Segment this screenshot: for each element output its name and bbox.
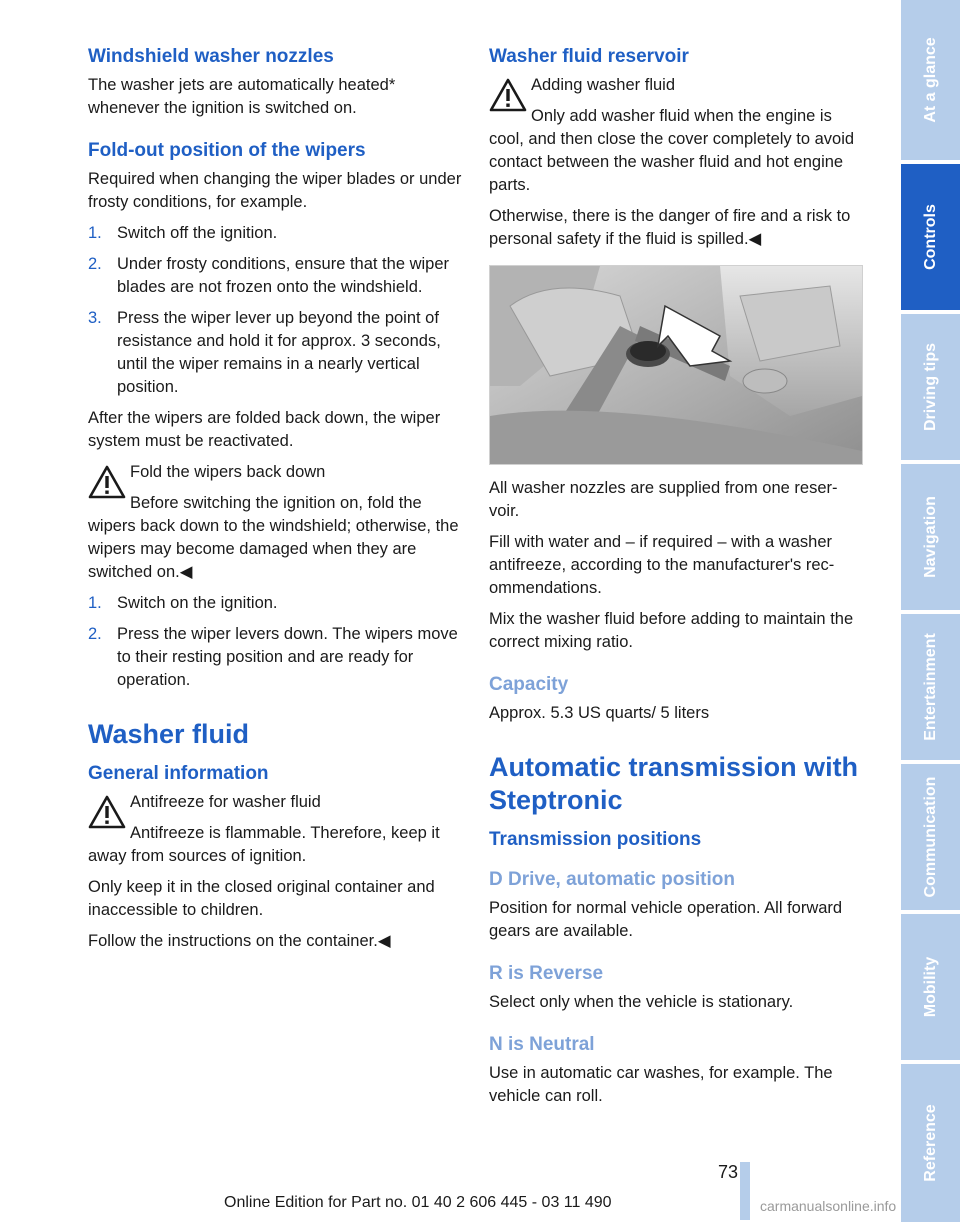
page-marker: [740, 1162, 750, 1220]
reverse-text: Select only when the vehicle is stationary.: [489, 993, 794, 1011]
watermark: carmanualsonline.info: [760, 1198, 897, 1214]
warning-antifreeze: [88, 791, 462, 868]
warning-text: Before switching the ignition on, fold the wipers back down to the windshield; otherwise, the wipers may become damaged when they are switched on.◀: [88, 494, 459, 581]
chapter-tabs: [900, 0, 960, 1222]
drive-text: Position for normal vehicle operation. All forward gears are available.: [489, 899, 843, 940]
washer-nozzles-text: The washer jets are automatically heated* whenever the ignition is switched on.: [88, 76, 396, 117]
warning-fold-back: [88, 461, 462, 584]
warning-icon: [88, 795, 126, 829]
foldout-intro: Required when changing the wiper blades or under frosty conditions, for example.: [88, 170, 462, 211]
tab-reference[interactable]: Reference: [901, 1064, 960, 1222]
washer-fluid-p1: Only keep it in the closed original container and inaccessible to children.: [88, 878, 435, 919]
list-item: 1. Switch off the ignition.: [88, 224, 278, 242]
warning-title: Antifreeze for washer fluid: [130, 793, 321, 811]
reservoir-p4: Mix the washer fluid before adding to maintain the correct mixing ratio.: [489, 610, 854, 651]
list-item: 2. Press the wiper levers down. The wipers move to their resting position and are ready for operation.: [88, 625, 458, 689]
foldout-steps-2: [88, 592, 462, 692]
warning-icon: [489, 78, 527, 112]
neutral-text: Use in automatic car washes, for example. The vehicle can roll.: [489, 1064, 833, 1105]
footer-edition: Online Edition for Part no. 01 40 2 606 445 - 03 11 490: [224, 1194, 612, 1211]
page-number: 73: [718, 1162, 739, 1182]
engine-bay-illustration: [490, 266, 862, 464]
warning-adding-fluid: [489, 74, 861, 197]
reservoir-p1: Otherwise, there is the danger of fire and a risk to personal safety if the fluid is spilled.◀: [489, 207, 851, 248]
warning-text: Antifreeze is flammable. Therefore, keep it away from sources of ignition.: [88, 824, 440, 865]
tab-controls[interactable]: Controls: [901, 164, 960, 310]
washer-nozzles-heading: Windshield washer nozzles: [88, 46, 334, 67]
transmission-heading: Automatic transmission with Steptronic: [489, 752, 859, 815]
list-item: 3. Press the wiper lever up beyond the point of resistance and hold it for approx. 3 seconds, until the wiper remains in a nearly vertical position.: [88, 309, 441, 396]
left-column: [88, 44, 462, 961]
washer-fluid-p2: Follow the instructions on the container.◀: [88, 932, 391, 950]
warning-text: Only add washer fluid when the engine is cool, and then close the cover completely to avoid contact between the washer fluid and hot engine parts.: [489, 107, 855, 194]
tab-mobility[interactable]: Mobility: [901, 914, 960, 1060]
reverse-heading: R is Reverse: [489, 963, 604, 984]
list-item: 2. Under frosty conditions, ensure that the wiper blades are not frozen onto the windshield.: [88, 255, 450, 296]
reservoir-heading: Washer fluid reservoir: [489, 46, 689, 67]
tab-entertainment[interactable]: Entertainment: [901, 614, 960, 760]
tab-communication[interactable]: Communication: [901, 764, 960, 910]
drive-heading: D Drive, automatic position: [489, 869, 735, 890]
list-item: 1. Switch on the ignition.: [88, 594, 278, 612]
foldout-steps: [88, 222, 462, 399]
tab-driving-tips[interactable]: Driving tips: [901, 314, 960, 460]
capacity-heading: Capacity: [489, 674, 569, 695]
washer-fluid-heading: Washer fluid: [88, 719, 250, 749]
right-column: [489, 44, 861, 1116]
general-info-heading: General information: [88, 763, 269, 784]
warning-title: Fold the wipers back down: [130, 463, 326, 481]
positions-heading: Transmission positions: [489, 829, 702, 850]
engine-bay-photo: [489, 265, 863, 465]
warning-icon: [88, 465, 126, 499]
warning-title: Adding washer fluid: [531, 76, 676, 94]
reservoir-p2: All washer nozzles are supplied from one reservoir.: [489, 479, 838, 520]
foldout-heading: Fold-out position of the wipers: [88, 140, 366, 161]
neutral-heading: N is Neutral: [489, 1034, 595, 1055]
tab-navigation[interactable]: Navigation: [901, 464, 960, 610]
tab-at-a-glance[interactable]: At a glance: [901, 0, 960, 160]
capacity-text: Approx. 5.3 US quarts/ 5 liters: [489, 704, 710, 722]
reservoir-p3: Fill with water and – if required – with a washer antifreeze, according to the manufacturer's recommendations.: [489, 533, 835, 597]
foldout-after: After the wipers are folded back down, the wiper system must be reactivated.: [88, 409, 441, 450]
